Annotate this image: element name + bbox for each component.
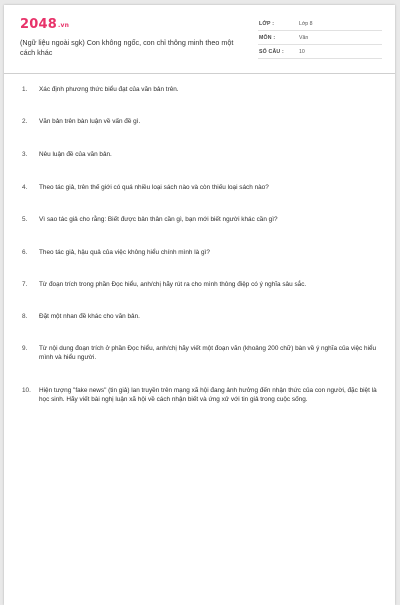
question-item	[22, 344, 380, 363]
meta-row-subject	[258, 31, 382, 45]
question-item	[22, 248, 380, 257]
question-item	[22, 183, 380, 192]
question-item	[22, 215, 380, 224]
question-number: 10.	[22, 387, 31, 394]
question-text: Đặt một nhan đề khác cho văn bản.	[39, 313, 140, 320]
document-page	[4, 5, 395, 605]
header-divider	[4, 73, 395, 74]
meta-value: Văn	[299, 35, 309, 41]
question-number: 6.	[22, 249, 28, 256]
question-item	[22, 312, 380, 321]
meta-value: Lớp 8	[299, 21, 313, 27]
question-number: 3.	[22, 151, 28, 158]
question-number: 7.	[22, 281, 28, 288]
question-item	[22, 117, 380, 126]
logo-tld: .vn	[57, 22, 70, 29]
question-number: 2.	[22, 118, 28, 125]
question-text: Văn bản trên bàn luận về vấn đề gì.	[39, 118, 141, 125]
question-item	[22, 386, 380, 405]
question-number: 9.	[22, 345, 28, 352]
question-number: 1.	[22, 86, 28, 93]
question-text: Xác định phương thức biểu đạt của văn bản trên.	[39, 86, 179, 93]
meta-label: LỚP :	[259, 21, 275, 27]
question-text: Theo tác giả, trên thế giới có quá nhiều loại sách nào và còn thiếu loại sách nào?	[39, 184, 269, 191]
question-text: Nêu luận đề của văn bản.	[39, 151, 112, 158]
question-number: 4.	[22, 184, 28, 191]
question-text: Hiện tượng "fake news" (tin giả) lan truyền trên mạng xã hội đang ảnh hưởng đến nhận thức của con người, đặc biệt là học sinh. Hãy viết bài nghị luận xã hội về cách nhận biết và ứng xử với tin giả trong cuộc sống.	[39, 387, 377, 404]
meta-label: MÔN :	[259, 35, 276, 41]
question-text: Từ đoạn trích trong phần Đọc hiểu, anh/chị hãy rút ra cho mình thông điệp có ý nghĩa sâu sắc.	[39, 281, 307, 288]
question-item	[22, 85, 380, 94]
meta-row-grade	[258, 17, 382, 31]
meta-value: 10	[299, 49, 305, 55]
question-text: Theo tác giả, hậu quả của việc không hiểu chính mình là gì?	[39, 249, 210, 256]
question-text: Vì sao tác giả cho rằng: Biết được bản thân cần gì, bạn mới biết người khác cần gì?	[39, 216, 278, 223]
site-logo[interactable]	[20, 17, 69, 32]
question-number: 8.	[22, 313, 28, 320]
question-item	[22, 280, 380, 289]
question-number: 5.	[22, 216, 28, 223]
meta-label: SỐ CÂU :	[259, 49, 284, 55]
question-text: Từ nội dung đoạn trích ở phần Đọc hiểu, anh/chị hãy viết một đoạn văn (khoảng 200 chữ) bàn về ý nghĩa của việc hiểu mình và hiểu người.	[39, 345, 377, 362]
meta-row-question-count	[258, 45, 382, 59]
logo-text: 2048	[20, 17, 57, 32]
document-title: (Ngữ liệu ngoài sgk) Con không ngốc, con chỉ thông minh theo một cách khác	[20, 38, 234, 57]
question-item	[22, 150, 380, 159]
document-header	[20, 17, 379, 69]
meta-table	[258, 17, 382, 59]
